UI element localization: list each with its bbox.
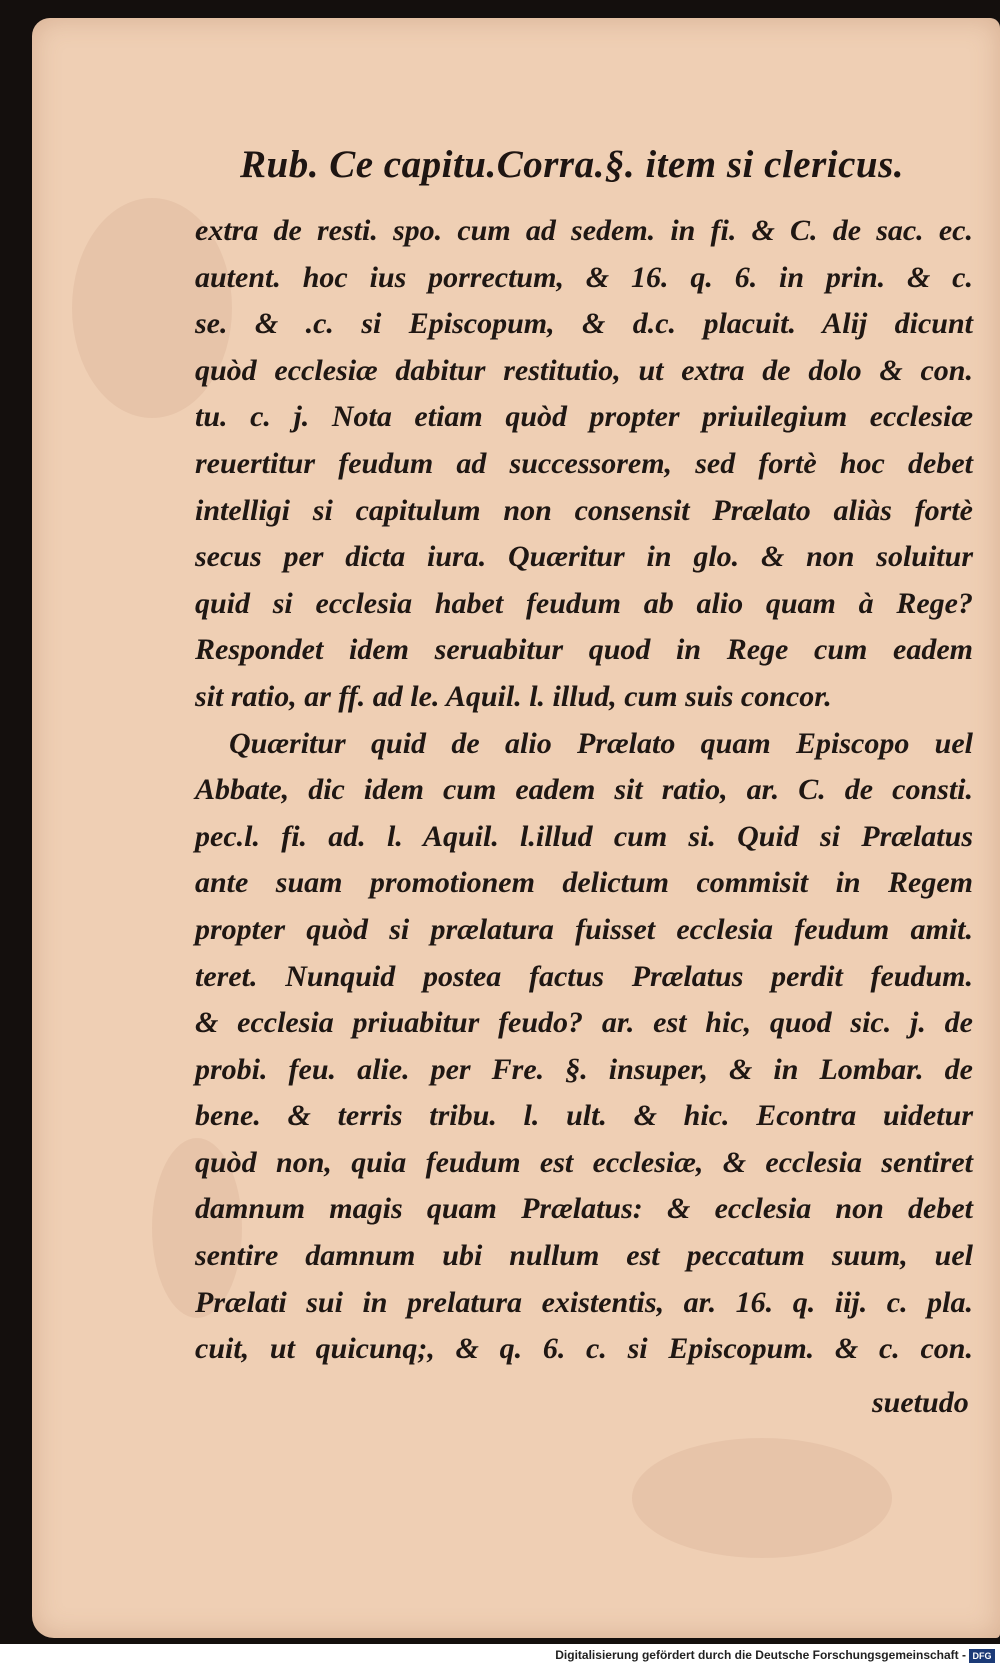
- text-line: cuit, ut quicunq;, & q. 6. c. si Episcopum. & c. con.: [195, 1332, 973, 1366]
- paper-stain: [632, 1438, 892, 1558]
- text-line: secus per dicta iura. Quæritur in glo. & non soluitur: [195, 540, 973, 574]
- text-line: quòd ecclesiæ dabitur restitutio, ut extra de dolo & con.: [195, 353, 973, 387]
- text-line: quòd non, quia feudum est ecclesiæ, & ecclesia sentiret: [195, 1145, 973, 1179]
- text-line: Abbate, dic idem cum eadem sit ratio, ar. C. de consti.: [195, 773, 973, 807]
- text-line: Respondet idem seruabitur quod in Rege cum eadem: [195, 633, 973, 667]
- text-line: sentire damnum ubi nullum est peccatum suum, uel: [195, 1239, 973, 1273]
- running-head: Rub. Ce capitu.Corra.§. item si clericus.: [240, 143, 905, 186]
- text-line: Quæritur quid de alio Prælato quam Episcopo uel: [229, 726, 973, 760]
- text-line: propter quòd si prælatura fuisset ecclesia feudum amit.: [195, 912, 973, 946]
- text-line: extra de resti. spo. cum ad sedem. in fi. & C. de sac. ec.: [195, 214, 973, 247]
- text-line: probi. feu. alie. per Fre. §. insuper, & in Lombar. de: [195, 1052, 973, 1086]
- text-line: damnum magis quam Prælatus: & ecclesia non debet: [195, 1192, 973, 1226]
- text-line: Prælati sui in prelatura existentis, ar. 16. q. iij. c. pla.: [195, 1285, 973, 1319]
- dfg-logo: DFG: [969, 1649, 995, 1663]
- digitization-footer: [0, 1644, 1000, 1668]
- text-line: reuertitur feudum ad successorem, sed fortè hoc debet: [195, 446, 973, 480]
- text-line: teret. Nunquid postea factus Prælatus perdit feudum.: [195, 959, 973, 993]
- funding-credit: Digitalisierung gefördert durch die Deutsche Forschungsgemeinschaft -: [555, 1648, 966, 1662]
- text-line: se. & .c. si Episcopum, & d.c. placuit. Alij dicunt: [195, 307, 973, 341]
- text-line: & ecclesia priuabitur feudo? ar. est hic, quod sic. j. de: [195, 1006, 973, 1040]
- text-line: ante suam promotionem delictum commisit in Regem: [195, 866, 973, 900]
- text-line: bene. & terris tribu. l. ult. & hic. Econtra uidetur: [195, 1099, 973, 1133]
- catchword: suetudo: [872, 1386, 969, 1419]
- text-line: autent. hoc ius porrectum, & 16. q. 6. in prin. & c.: [195, 260, 973, 294]
- text-line: tu. c. j. Nota etiam quòd propter priuilegium ecclesiæ: [195, 400, 973, 434]
- text-line: intelligi si capitulum non consensit Prælato aliàs fortè: [195, 493, 973, 527]
- text-line: quid si ecclesia habet feudum ab alio quam à Rege?: [195, 586, 973, 620]
- text-line: sit ratio, ar ff. ad le. Aquil. l. illud, cum suis concor.: [195, 679, 832, 713]
- text-line: pec.l. fi. ad. l. Aquil. l.illud cum si. Quid si Prælatus: [195, 819, 973, 853]
- body-text: [195, 208, 973, 1373]
